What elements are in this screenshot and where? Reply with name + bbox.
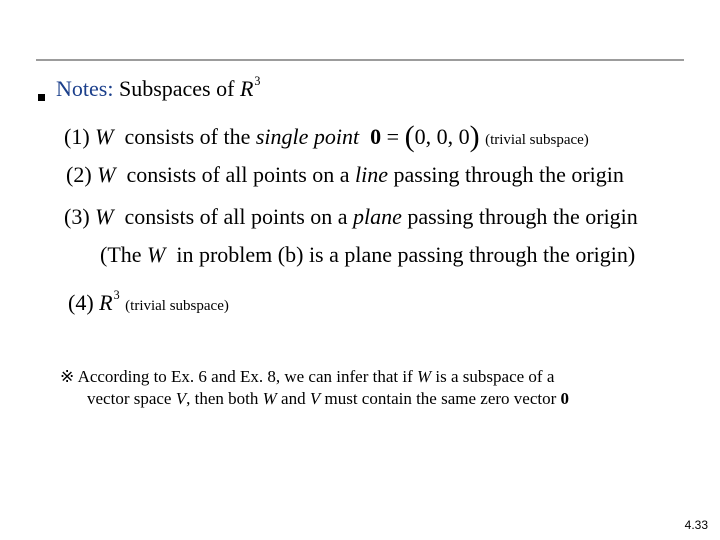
item-2 <box>66 162 624 188</box>
note-v1: V <box>175 389 187 408</box>
item-1-text: consists of the <box>124 124 251 149</box>
note-text-3: vector space <box>87 389 172 408</box>
item-1-open-paren: ( <box>404 120 415 153</box>
header-divider <box>36 59 684 61</box>
reference-mark-icon: ※ <box>60 367 75 386</box>
note-line-2 <box>60 388 569 410</box>
note-zero: 0 <box>560 389 570 408</box>
note-text-6: must contain the same zero vector <box>324 389 557 408</box>
item-4 <box>68 290 229 316</box>
item-4-symbol: R <box>99 290 113 315</box>
item-1-zero: 0 <box>370 124 382 149</box>
note-v2: V <box>309 389 321 408</box>
item-2-var: W <box>97 162 116 187</box>
item-1-emph: single point <box>255 124 360 149</box>
item-1-var: W <box>95 124 114 149</box>
item-3-sub-text: in problem (b) is a plane passing through the origin) <box>176 242 636 267</box>
item-3-text-a: consists of all points on a <box>124 204 348 229</box>
slide-heading <box>56 76 260 102</box>
item-1-number: (1) <box>64 124 90 149</box>
item-2-emph: line <box>355 162 389 187</box>
heading-text: Subspaces of <box>118 76 235 101</box>
note-text-2: is a subspace of a <box>435 367 555 386</box>
item-3 <box>64 204 638 230</box>
item-3-emph: plane <box>353 204 402 229</box>
item-2-text-b: passing through the origin <box>393 162 624 187</box>
note-w2: W <box>262 389 277 408</box>
item-1 <box>64 120 589 153</box>
item-1-equals: = <box>386 124 400 149</box>
inference-note <box>60 366 569 410</box>
heading-exponent: 3 <box>254 74 261 89</box>
square-bullet-icon <box>38 94 45 101</box>
item-2-number: (2) <box>66 162 92 187</box>
note-line-1 <box>60 366 569 388</box>
note-text-5: and <box>281 389 306 408</box>
item-3-text-b: passing through the origin <box>407 204 638 229</box>
item-3-var: W <box>95 204 114 229</box>
item-1-close-paren: ) <box>469 120 480 153</box>
item-3-sub-open: (The <box>100 242 142 267</box>
note-w1: W <box>416 367 432 386</box>
item-1-tag: (trivial subspace) <box>485 132 589 148</box>
item-3-number: (3) <box>64 204 90 229</box>
item-3-sub-var: W <box>147 242 166 267</box>
item-1-tuple: 0, 0, 0 <box>414 124 470 149</box>
heading-symbol: R <box>239 76 254 101</box>
item-4-number: (4) <box>68 290 94 315</box>
item-3-subnote <box>100 242 635 268</box>
heading-keyword: Notes: <box>56 76 114 101</box>
note-text-1: According to Ex. 6 and Ex. 8, we can infer that if <box>77 367 413 386</box>
note-text-4: , then both <box>186 389 259 408</box>
page-number: 4.33 <box>684 518 708 532</box>
item-4-exponent: 3 <box>113 288 120 303</box>
item-4-tag: (trivial subspace) <box>125 298 229 314</box>
item-2-text-a: consists of all points on a <box>126 162 350 187</box>
